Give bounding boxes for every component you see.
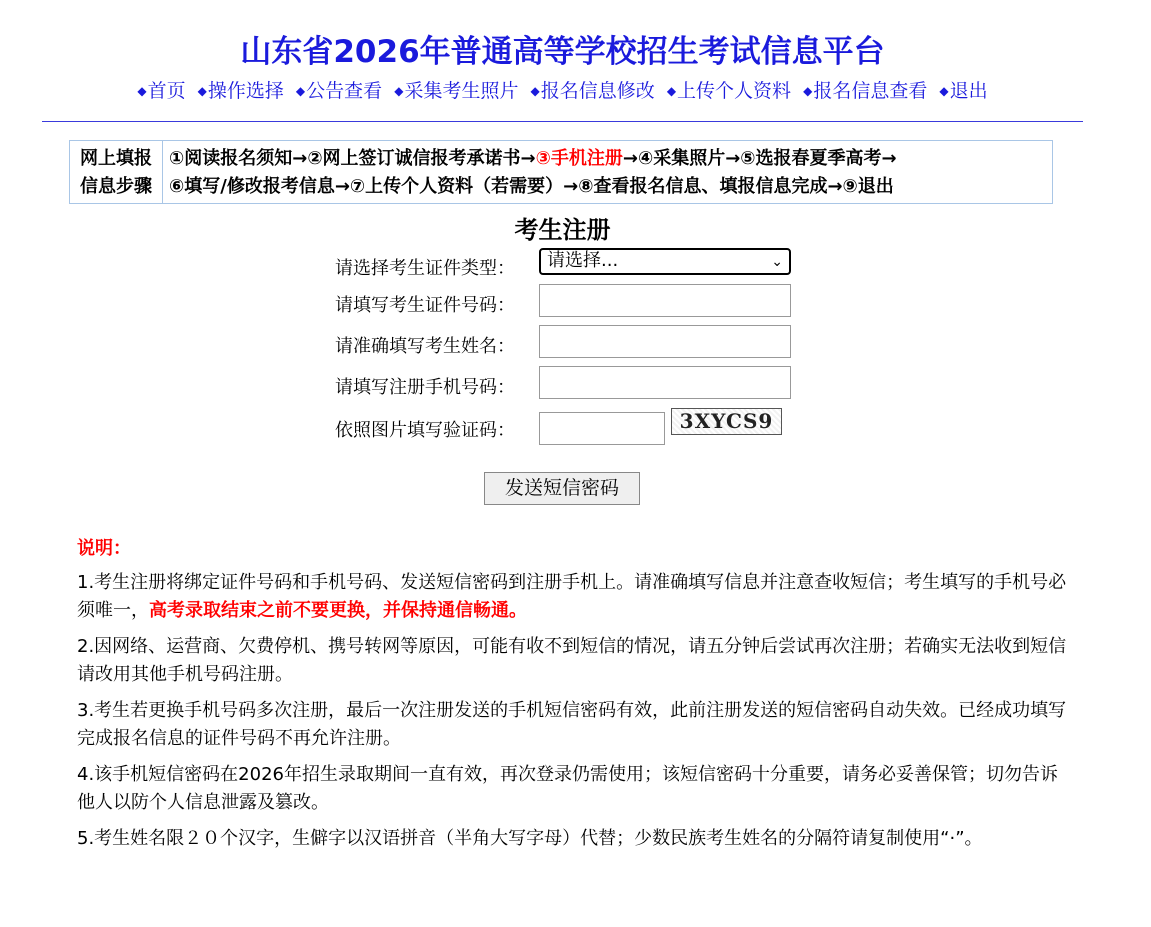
top-nav: [0, 76, 1125, 103]
diamond-icon: ◆: [197, 84, 207, 98]
notes-section: [77, 535, 1067, 861]
captcha-input[interactable]: [539, 412, 665, 445]
nav-home[interactable]: ◆首页: [137, 80, 186, 102]
nav-collect-photo[interactable]: ◆采集考生照片: [394, 80, 519, 102]
steps-table: [69, 140, 1053, 204]
note-item-5: 5.考生姓名限２０个汉字，生僻字以汉语拼音（半角大写字母）代替；少数民族考生姓名的分隔符请复制使用“·”。: [77, 828, 983, 849]
steps-content: [163, 141, 1052, 203]
note-item-4: 4.该手机短信密码在2026年招生录取期间一直有效，再次登录仍需使用；该短信密码十分重要，请务必妥善保管；切勿告诉他人以防个人信息泄露及篡改。: [77, 764, 1058, 813]
id-type-select[interactable]: 请选择... ⌄: [539, 248, 791, 275]
diamond-icon: ◆: [137, 84, 147, 98]
page-title: 山东省2026年普通高等学校招生考试信息平台: [240, 34, 885, 70]
nav-upload-documents[interactable]: ◆上传个人资料: [666, 80, 792, 102]
id-number-label: 请填写考生证件号码：: [335, 295, 515, 316]
id-number-input[interactable]: [539, 284, 791, 317]
note-item-1: 1.考生注册将绑定证件号码和手机号码、发送短信密码到注册手机上。请准确填写信息并注意查收短信；考生填写的手机号必须唯一，高考录取结束之前不要更换，并保持通信畅通。: [77, 572, 1067, 621]
form-heading: 考生注册: [514, 216, 611, 244]
nav-announcements[interactable]: ◆公告查看: [295, 80, 383, 102]
id-number-row: [0, 284, 1125, 318]
send-sms-button[interactable]: 发送短信密码: [484, 472, 640, 505]
name-input[interactable]: [539, 325, 791, 358]
phone-row: [0, 366, 1125, 400]
nav-operation-select[interactable]: ◆操作选择: [197, 80, 284, 102]
captcha-label: 依照图片填写验证码：: [335, 420, 515, 441]
chevron-down-icon: ⌄: [771, 254, 783, 270]
diamond-icon: ◆: [530, 84, 540, 98]
note-item-3: 3.考生若更换手机号码多次注册，最后一次注册发送的手机短信密码有效，此前注册发送的短信密码自动失效。已经成功填写完成报名信息的证件号码不再允许注册。: [77, 700, 1067, 749]
id-type-label: 请选择考生证件类型：: [335, 258, 515, 279]
diamond-icon: ◆: [394, 84, 404, 98]
id-type-row: [0, 248, 1125, 282]
note-item-2: 2.因网络、运营商、欠费停机、携号转网等原因，可能有收不到短信的情况，请五分钟后尝试再次注册；若确实无法收到短信请改用其他手机号码注册。: [77, 636, 1067, 685]
steps-line-1: ①阅读报名须知→②网上签订诚信报考承诺书→③手机注册→④采集照片→⑤选报春夏季高考→: [169, 148, 897, 169]
name-row: [0, 325, 1125, 359]
captcha-row: [0, 410, 1125, 444]
captcha-image[interactable]: 3XYCS9: [671, 408, 782, 435]
notes-heading: 说明：: [77, 538, 131, 559]
phone-input[interactable]: [539, 366, 791, 399]
phone-label: 请填写注册手机号码：: [335, 377, 515, 398]
diamond-icon: ◆: [939, 84, 949, 98]
name-label: 请准确填写考生姓名：: [335, 336, 515, 357]
nav-edit-registration[interactable]: ◆报名信息修改: [530, 80, 655, 102]
diamond-icon: ◆: [803, 84, 813, 98]
diamond-icon: ◆: [295, 84, 306, 98]
nav-logout[interactable]: ◆退出: [939, 80, 988, 102]
steps-line-2: ⑥填写/修改报考信息→⑦上传个人资料（若需要）→⑧查看报名信息、填报信息完成→⑨退出: [169, 176, 894, 197]
steps-label: 网上填报 信息步骤: [70, 141, 163, 203]
nav-view-registration[interactable]: ◆报名信息查看: [803, 80, 928, 102]
current-step: ③手机注册: [535, 148, 623, 169]
diamond-icon: ◆: [666, 84, 677, 98]
header-divider: [42, 121, 1083, 122]
